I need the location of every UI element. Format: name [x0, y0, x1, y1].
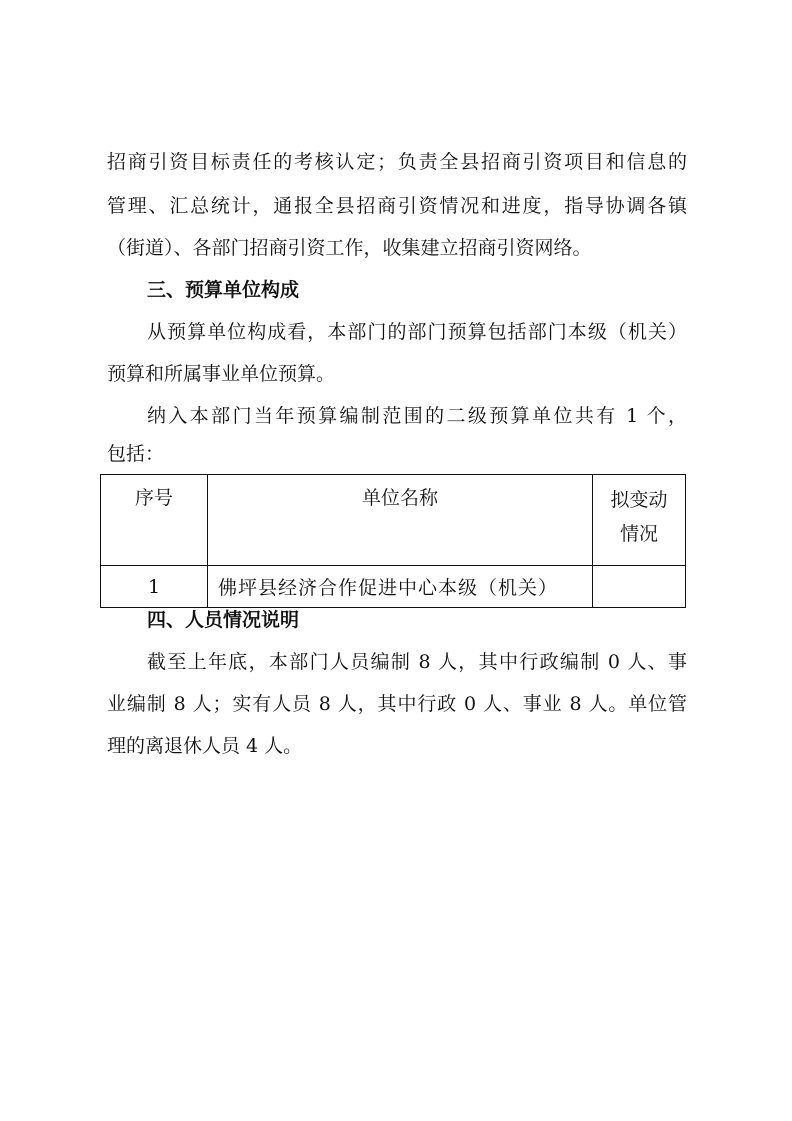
section3-para2-line2: 包括：	[107, 443, 165, 465]
intro-line-1: 招商引资目标责任的考核认定；负责全县招商引资项目和信息的	[107, 151, 687, 173]
header-change-line1: 拟变动	[610, 489, 668, 511]
row-change	[593, 566, 686, 608]
header-unit-name: 单位名称	[208, 475, 593, 566]
row-seq: 1	[101, 566, 208, 608]
header-change	[593, 475, 686, 566]
header-seq: 序号	[101, 475, 208, 566]
header-change-line2: 情况	[619, 523, 658, 545]
section3-para1-line1: 从预算单位构成看，本部门的部门预算包括部门本级（机关）	[147, 321, 687, 343]
table-header-row	[101, 475, 686, 566]
section4-heading: 四、人员情况说明	[147, 609, 300, 631]
section3-para2-line1: 纳入本部门当年预算编制范围的二级预算单位共有 1 个，	[147, 405, 687, 427]
section3-para1-line2: 预算和所属事业单位预算。	[107, 363, 336, 385]
row-unit-name: 佛坪县经济合作促进中心本级（机关）	[208, 566, 593, 608]
intro-line-3: （街道）、各部门招商引资工作，收集建立招商引资网络。	[107, 237, 592, 259]
intro-line-2: 管理、汇总统计，通报全县招商引资情况和进度，指导协调各镇	[107, 195, 687, 217]
section4-line-1: 截至上年底，本部门人员编制 8 人，其中行政编制 0 人、事	[147, 651, 687, 673]
section4-line-3: 理的离退休人员 4 人。	[107, 735, 303, 757]
section3-heading: 三、预算单位构成	[147, 279, 300, 301]
section4-line-2: 业编制 8 人；实有人员 8 人，其中行政 0 人、事业 8 人。单位管	[107, 693, 687, 715]
table-row	[101, 566, 686, 608]
budget-units-table	[100, 474, 686, 608]
